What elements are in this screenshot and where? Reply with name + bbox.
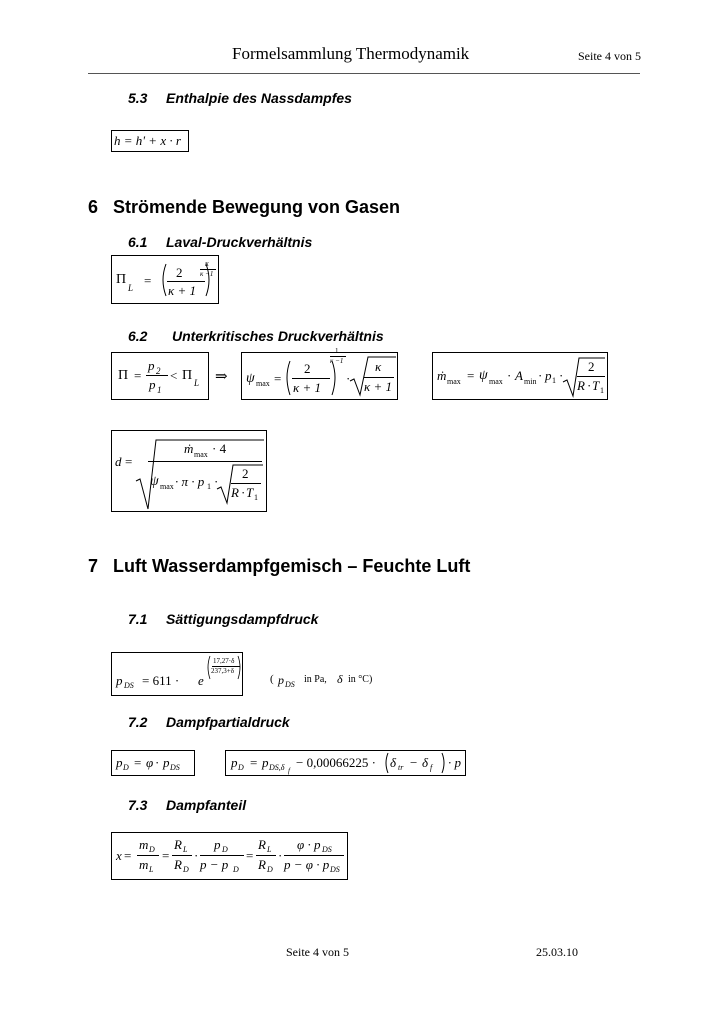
saturation-p: p	[116, 673, 123, 688]
psi-eq: =	[274, 371, 282, 386]
section-5-3-title: Enthalpie des Nassdampfes	[166, 90, 352, 106]
vapor-f3-den: p − p	[200, 857, 229, 872]
vapor-f3-bar	[200, 855, 244, 856]
section-6-1-title: Laval-Druckverhältnis	[166, 234, 313, 250]
ratio-lt: <	[170, 368, 178, 383]
mdot-p-sub: 1	[552, 376, 556, 385]
vapor-f5-den-sub: DS	[330, 865, 340, 874]
diameter-eq: =	[125, 454, 133, 469]
formula-vapor-fraction-box	[111, 832, 348, 880]
partial-detail-p2: p	[262, 755, 269, 770]
diameter-den-mid: · π · p	[175, 474, 205, 489]
partial-detail-constant: − 0,00066225 ·	[296, 755, 376, 770]
formula-partial-detail-box	[225, 750, 466, 776]
psi-fraction-bar	[292, 378, 330, 379]
mdot-dot-1: ·	[507, 368, 512, 383]
section-7-1-number: 7.1	[128, 611, 148, 627]
psi-exp-num: 1	[335, 347, 339, 355]
mdot-root-t: T	[592, 378, 600, 393]
partial-simple-p2-sub: DS	[170, 763, 180, 772]
diameter-fraction-bar	[148, 461, 262, 462]
saturation-note-unit-1: in Pa,	[304, 674, 327, 685]
vapor-f2-num-sub: L	[183, 845, 188, 854]
section-7-3-number: 7.3	[128, 797, 148, 813]
vapor-dot-1: ·	[194, 848, 199, 863]
saturation-note-open: (	[270, 673, 274, 685]
page-header-number: Seite 4 von 5	[578, 49, 641, 63]
partial-detail-p: p	[231, 755, 238, 770]
ratio-num-sub: 2	[156, 366, 161, 376]
section-6-2-number: 6.2	[128, 328, 148, 344]
saturation-exp-num: 17,27·δ	[213, 657, 235, 665]
vapor-f2-bar	[172, 855, 192, 856]
vapor-f1-num: m	[139, 837, 149, 852]
laval-den: κ + 1	[168, 283, 197, 298]
mdot-root-dot: ·	[587, 378, 592, 393]
laval-pi: Π	[116, 272, 127, 287]
vapor-f5-num-sub: DS	[322, 845, 332, 854]
psi-num: 2	[304, 361, 311, 376]
laval-pi-sub: L	[128, 283, 134, 293]
partial-simple-phi: φ	[146, 755, 154, 770]
partial-detail-delta-f: δ	[422, 755, 429, 770]
partial-simple-eq: =	[134, 755, 142, 770]
ratio-pi-l: Π	[182, 368, 193, 383]
vapor-f1-bar	[137, 855, 159, 856]
vapor-f4-num-sub: L	[267, 845, 272, 854]
diameter-inner-r: R	[231, 485, 239, 500]
vapor-f5-bar	[284, 855, 344, 856]
ratio-eq: =	[134, 368, 142, 383]
formula-diameter-box	[111, 430, 267, 512]
section-7-1-title: Sättigungsdampfdruck	[166, 611, 319, 627]
section-7-number: 7	[88, 556, 99, 576]
diameter-num-m: ṁ	[184, 441, 194, 456]
mdot-root-num: 2	[588, 359, 595, 374]
partial-simple-dot: ·	[155, 755, 160, 770]
mdot-root-t-sub: 1	[600, 386, 604, 395]
mdot-dot-3: ·	[559, 368, 564, 383]
vapor-f2-den: R	[174, 857, 182, 872]
psi-root-num: κ	[375, 359, 382, 374]
formula-saturation-box	[111, 652, 243, 696]
mdot-psi-sub: max	[489, 377, 503, 386]
mdot-p: p	[545, 368, 552, 383]
vapor-f1-num-sub: D	[149, 845, 155, 854]
formula-laval-box	[111, 255, 219, 304]
diameter-num-sub: max	[194, 450, 208, 459]
laval-exp-den: κ −1	[200, 270, 214, 278]
partial-simple-p2: p	[163, 755, 170, 770]
laval-eq: =	[144, 273, 152, 288]
formula-enthalpy: h = h' + x · r	[114, 133, 181, 148]
partial-detail-p2-sub-f: f	[288, 767, 290, 775]
section-6-title: Strömende Bewegung von Gasen	[113, 197, 401, 217]
diameter-den-psi-sub: max	[160, 482, 174, 491]
section-5-3-number: 5.3	[128, 90, 148, 106]
psi-root-bar	[364, 377, 394, 378]
diameter-den-p-sub: 1	[207, 482, 211, 491]
section-7-3-title: Dampfanteil	[166, 797, 247, 813]
formula-partial-simple-box	[111, 750, 195, 776]
saturation-note-p: p	[278, 673, 284, 687]
partial-detail-delta-tr-sub: tr	[398, 763, 404, 772]
psi-den: κ + 1	[293, 380, 322, 395]
diameter-den-psi: ψ	[150, 474, 159, 489]
partial-detail-delta-tr: δ	[390, 755, 397, 770]
mdot-eq: =	[467, 368, 475, 383]
partial-detail-p2-sub: DS,δ	[269, 763, 285, 772]
vapor-x: x	[116, 848, 122, 863]
vapor-eq-2: =	[162, 848, 170, 863]
diameter-inner-num: 2	[242, 466, 249, 481]
footer-page-number: Seite 4 von 5	[286, 945, 349, 959]
vapor-f2-den-sub: D	[183, 865, 189, 874]
vapor-f2-num: R	[174, 837, 182, 852]
mdot-sub: max	[447, 377, 461, 386]
saturation-e: e	[198, 673, 204, 688]
ratio-pi-l-sub: L	[194, 378, 200, 388]
formula-mdot-max-box	[432, 352, 608, 400]
psi-root-den: κ + 1	[364, 379, 393, 394]
saturation-eq: = 611 ·	[142, 673, 180, 688]
partial-detail-delta-f-sub: f	[430, 763, 433, 772]
diameter-inner-t-sub: 1	[254, 493, 258, 502]
diameter-d: d	[115, 454, 122, 469]
section-7-2-number: 7.2	[128, 714, 148, 730]
ratio-den-sub: 1	[157, 385, 162, 395]
partial-simple-p: p	[116, 755, 123, 770]
saturation-note-sub: DS	[285, 680, 295, 689]
mdot-root-r: R	[577, 378, 585, 393]
section-6-2-title: Unterkritisches Druckverhältnis	[172, 328, 384, 344]
partial-detail-eq: =	[250, 755, 258, 770]
vapor-f4-bar	[256, 855, 276, 856]
laval-num: 2	[176, 265, 183, 280]
diameter-num-rest: · 4	[212, 441, 227, 456]
mdot-area: A	[515, 368, 523, 383]
psi-dot: ·	[346, 371, 351, 386]
partial-simple-p-sub: D	[123, 763, 129, 772]
laval-fraction-bar	[167, 281, 205, 282]
page-header-title: Formelsammlung Thermodynamik	[232, 44, 470, 63]
vapor-eq-1: =	[124, 848, 132, 863]
vapor-f5-den: p − φ · p	[284, 857, 330, 872]
vapor-f4-den: R	[258, 857, 266, 872]
vapor-f1-den-sub: L	[149, 865, 154, 874]
formula-pressure-ratio-box	[111, 352, 209, 400]
header-divider	[88, 73, 640, 74]
footer-date: 25.03.10	[536, 945, 578, 959]
vapor-f1-den: m	[139, 857, 149, 872]
psi-symbol: ψ	[246, 371, 255, 386]
vapor-f3-num: p	[214, 837, 221, 852]
partial-detail-p-sub: D	[238, 763, 244, 772]
section-6-1-number: 6.1	[128, 234, 148, 250]
saturation-note-unit-2: in °C)	[348, 674, 373, 685]
ratio-fraction-bar	[146, 375, 168, 376]
mdot-dot-2: ·	[538, 368, 543, 383]
partial-detail-minus: −	[410, 755, 418, 770]
formula-enthalpy-box	[111, 130, 189, 152]
implies-arrow: ⇒	[215, 369, 228, 385]
vapor-f4-den-sub: D	[267, 865, 273, 874]
vapor-f5-num: φ · p	[297, 837, 321, 852]
diameter-inner-dot: ·	[241, 485, 246, 500]
diameter-den-dot: ·	[214, 474, 219, 489]
saturation-exp-den: 237,3+δ	[211, 667, 234, 675]
ratio-den: p	[149, 377, 156, 392]
formula-psi-max-box	[241, 347, 398, 400]
mdot-psi: ψ	[479, 368, 488, 383]
saturation-note-delta: δ	[337, 672, 343, 686]
psi-sub: max	[256, 379, 270, 388]
ratio-pi: Π	[118, 368, 129, 383]
vapor-f4-num: R	[258, 837, 266, 852]
mdot-area-sub: min	[524, 377, 537, 386]
mdot-symbol: ṁ	[437, 368, 447, 383]
vapor-eq-3: =	[246, 848, 254, 863]
vapor-dot-2: ·	[278, 848, 283, 863]
section-7-2-title: Dampfpartialdruck	[166, 714, 290, 730]
vapor-f3-den-sub: D	[233, 865, 239, 874]
laval-exp-num: κ	[205, 259, 209, 268]
vapor-f3-num-sub: D	[222, 845, 228, 854]
diameter-inner-bar	[231, 483, 261, 484]
mdot-root-bar	[577, 376, 605, 377]
psi-exp-den: κ −1	[330, 357, 344, 365]
saturation-p-sub: DS	[124, 681, 134, 690]
partial-detail-tail: · p	[448, 755, 461, 770]
ratio-num: p	[148, 358, 155, 373]
section-6-number: 6	[88, 197, 99, 217]
section-7-title: Luft Wasserdampfgemisch – Feuchte Luft	[113, 556, 471, 576]
diameter-inner-t: T	[246, 485, 254, 500]
